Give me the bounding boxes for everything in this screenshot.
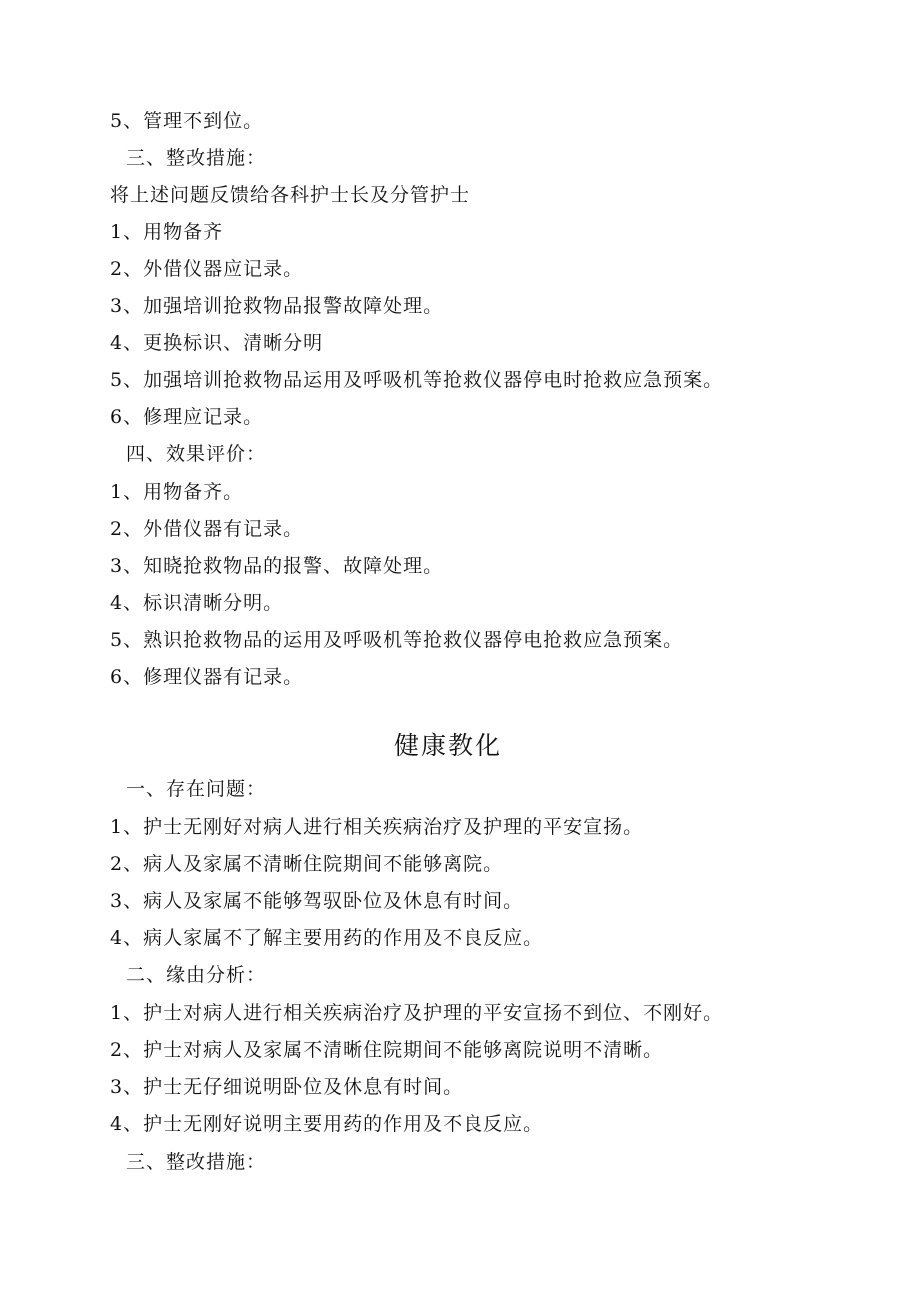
analysis-item-2: 2、护士对病人及家属不清晰住院期间不能够离院说明不清晰。: [110, 1039, 664, 1061]
measure-item-5: 5、加强培训抢救物品运用及呼吸机等抢救仪器停电时抢救应急预案。: [110, 369, 724, 391]
analysis-item-3: 3、护士无仔细说明卧位及休息有时间。: [110, 1076, 464, 1098]
evaluation-item-4: 4、标识清晰分明。: [110, 592, 284, 614]
measures-intro: 将上述问题反馈给各科护士长及分管护士: [110, 184, 471, 206]
evaluation-item-2: 2、外借仪器有记录。: [110, 518, 304, 540]
measures-heading: 三、整改措施：: [126, 147, 267, 169]
problem-item-2: 2、病人及家属不清晰住院期间不能够离院。: [110, 853, 504, 875]
problem-item-1: 1、护士无刚好对病人进行相关疾病治疗及护理的平安宣扬。: [110, 816, 644, 838]
analysis-heading: 二、缘由分析：: [126, 964, 267, 986]
evaluation-item-3: 3、知晓抢救物品的报警、故障处理。: [110, 555, 444, 577]
evaluation-item-1: 1、用物备齐。: [110, 481, 244, 503]
measure-item-1: 1、用物备齐: [110, 221, 224, 243]
problem-item-3: 3、病人及家属不能够驾驭卧位及休息有时间。: [110, 890, 524, 912]
measures-heading-2: 三、整改措施：: [126, 1151, 267, 1173]
section-title: 健康教化: [393, 731, 502, 760]
measure-item-4: 4、更换标识、清晰分明: [110, 332, 324, 354]
measure-item-6: 6、修理应记录。: [110, 406, 264, 428]
analysis-item-1: 1、护士对病人进行相关疾病治疗及护理的平安宣扬不到位、不刚好。: [110, 1002, 724, 1024]
problem-item-4: 4、病人家属不了解主要用药的作用及不良反应。: [110, 927, 544, 949]
evaluation-item-5: 5、熟识抢救物品的运用及呼吸机等抢救仪器停电抢救应急预案。: [110, 629, 684, 651]
problems-heading: 一、存在问题：: [126, 778, 267, 800]
evaluation-heading: 四、效果评价：: [126, 443, 267, 465]
evaluation-item-6: 6、修理仪器有记录。: [110, 666, 304, 688]
measure-item-3: 3、加强培训抢救物品报警故障处理。: [110, 295, 444, 317]
analysis-item-4: 4、护士无刚好说明主要用药的作用及不良反应。: [110, 1113, 544, 1135]
management-item-5: 5、管理不到位。: [110, 110, 264, 132]
measure-item-2: 2、外借仪器应记录。: [110, 258, 304, 280]
